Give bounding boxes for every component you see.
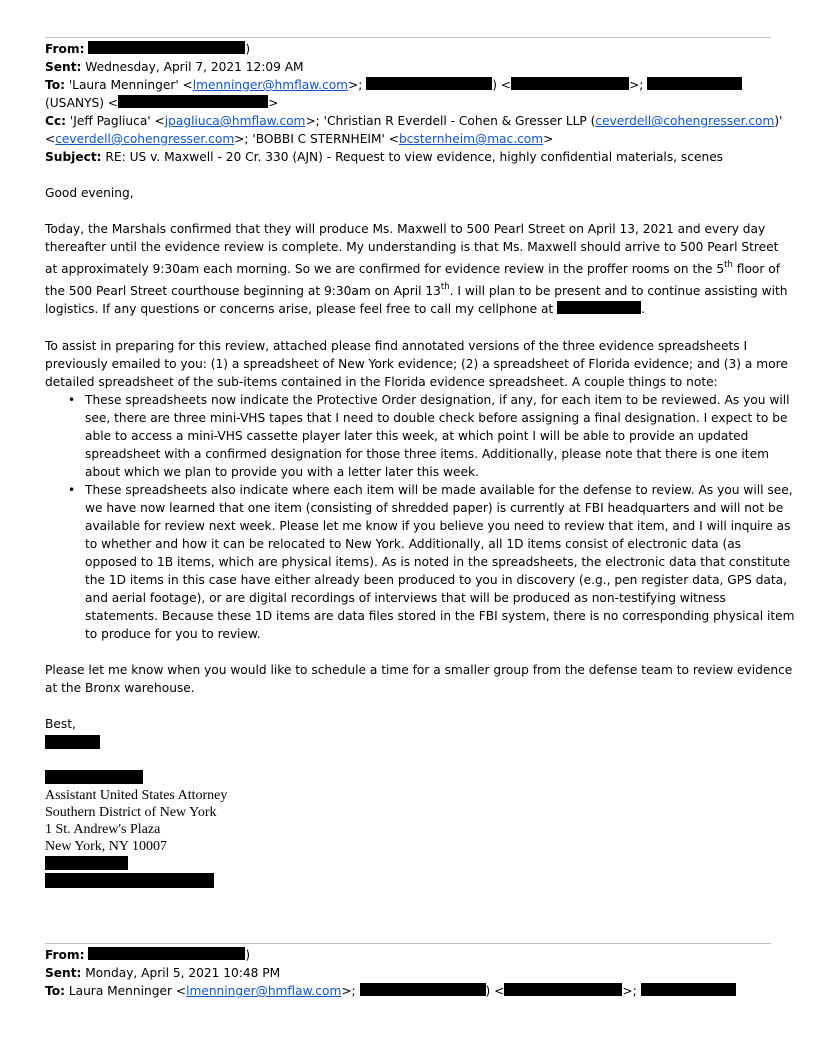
signature-address-1: 1 St. Andrew's Plaza [45, 822, 161, 837]
text-line: at the Bronx warehouse. [45, 681, 195, 695]
redacted-recipient-name [647, 77, 742, 90]
cc-email-link[interactable]: jpagliuca@hmflaw.com [164, 114, 306, 128]
cc-close: > [543, 132, 554, 146]
to-name: Laura Menninger < [68, 984, 187, 998]
cc-close: )' [774, 114, 783, 128]
sent-value: Wednesday, April 7, 2021 12:09 AM [85, 60, 304, 74]
sent-line [45, 964, 280, 982]
subject-value: RE: US v. Maxwell - 20 Cr. 330 (AJN) - Request to view evidence, highly confidential materials, scenes [105, 150, 724, 164]
redacted-recipient-email [504, 983, 622, 996]
signature-title: Assistant United States Attorney [45, 788, 228, 803]
sent-label: Sent: [45, 966, 82, 980]
redacted-signature-email [45, 873, 214, 888]
list-item [65, 391, 790, 481]
redacted-phone [557, 301, 641, 314]
superscript: th [724, 260, 733, 270]
text-line: Today, the Marshals confirmed that they will produce Ms. Maxwell to 500 Pearl Street on April 13, 2021 and every day [45, 222, 766, 236]
to-name: 'Laura Menninger' < [68, 78, 193, 92]
cc-name: 'Jeff Pagliuca' < [69, 114, 165, 128]
bullet-list [65, 391, 795, 643]
redacted-recipient-name [360, 983, 486, 996]
text-line [45, 300, 773, 318]
sent-label: Sent: [45, 60, 82, 74]
redacted-sender [88, 947, 245, 960]
redacted-signature-name [45, 735, 100, 749]
text-span: floor of [732, 262, 780, 276]
text-line: the 1D items in this case have either already been produced to you in discovery (e.g., pen register data, GPS data, [85, 573, 788, 587]
text-line: and aerial footage), or are digital recordings of interviews that will be produced as non-testifying witness [85, 591, 726, 605]
text-line: statements. Because these 1D items are data files stored in the FBI system, there is no corresponding physical item [85, 609, 795, 623]
text-line [45, 282, 788, 300]
text-span: at approximately 9:30am each morning. So we are confirmed for evidence review in the proffer rooms on the 5 [45, 262, 725, 276]
from-suffix: ) [245, 42, 251, 56]
text-line: thereafter until the evidence review is complete. My understanding is that Ms. Maxwell should arrive to 500 Pearl Street [45, 240, 779, 254]
to-separator: >; [629, 78, 648, 92]
redacted-recipient-name [366, 77, 492, 90]
text-line: detailed spreadsheet of the sub-items contained in the Florida evidence spreadsheet. A couple things to note: [45, 375, 718, 389]
from-suffix: ) [245, 948, 251, 962]
to-separator: ) < [492, 78, 512, 92]
to-close: > [268, 96, 279, 110]
header-divider [45, 943, 771, 944]
to-line-continued [45, 94, 278, 112]
text-span: the 500 Pearl Street courthouse beginning at 9:30am on April 13 [45, 284, 441, 298]
from-line [45, 40, 250, 58]
to-separator: >; [341, 984, 360, 998]
cc-line [45, 112, 782, 130]
text-line: These spreadsheets also indicate where each item will be made available for the defense to review. As you will see, [85, 483, 793, 497]
text-line: to whether and how it can be relocated to New York. Additionally, all 1D items consist of electronic data (as [85, 537, 742, 551]
redacted-sender [88, 41, 245, 54]
cc-name: >; 'BOBBI C STERNHEIM' < [234, 132, 399, 146]
to-line [45, 76, 742, 94]
cc-label: Cc: [45, 114, 67, 128]
signature-address-2: New York, NY 10007 [45, 839, 167, 854]
from-label: From: [45, 948, 85, 962]
bullet-icon: • [68, 483, 76, 497]
redacted-signature-fullname [45, 770, 143, 784]
text-line: available for review next week. Please let me know if you believe you need to review that item, and I will inquire as [85, 519, 791, 533]
to-label: To: [45, 984, 65, 998]
to-email-link[interactable]: lmenninger@hmflaw.com [192, 78, 349, 92]
text-line: about which we plan to provide you with a letter later this week. [85, 465, 479, 479]
body-paragraph-1 [45, 220, 788, 318]
text-line: to produce for you to review. [85, 627, 261, 641]
bullet-icon: • [68, 393, 76, 407]
sent-line [45, 58, 304, 76]
to-label: To: [45, 78, 65, 92]
cc-email-link[interactable]: ceverdell@cohengresser.com [55, 132, 235, 146]
superscript: th [440, 282, 450, 292]
redacted-recipient-email [118, 95, 268, 108]
text-line: see, there are three mini-VHS tapes that I need to double check before assigning a final designation. I expect to be [85, 411, 788, 425]
signature-office: Southern District of New York [45, 805, 217, 820]
to-line [45, 982, 736, 1000]
text-line: we have now learned that one item (consisting of shredded paper) is currently at FBI headquarters and will not be [85, 501, 784, 515]
text-line: previously emailed to you: (1) a spreadsheet of New York evidence; (2) a spreadsheet of Florida evidence; and (3) a more [45, 357, 788, 371]
text-span: . I will plan to be present and to continue assisting with [449, 284, 788, 298]
text-line [45, 260, 780, 278]
to-separator: >; [348, 78, 367, 92]
text-line: opposed to 1B items, which are physical items). As is noted in the spreadsheets, the electronic data that constitute [85, 555, 791, 569]
redacted-recipient-name [641, 983, 736, 996]
text-line: Please let me know when you would like to schedule a time for a smaller group from the defense team to review evidence [45, 663, 793, 677]
cc-open: < [45, 132, 56, 146]
sent-value: Monday, April 5, 2021 10:48 PM [85, 966, 281, 980]
subject-label: Subject: [45, 150, 102, 164]
text-line: able to access a mini-VHS cassette player later this week, at which point I will be able to provide an updated [85, 429, 749, 443]
text-line: spreadsheet with a confirmed designation for those three items. Additionally, please note that there is one item [85, 447, 769, 461]
text-line: These spreadsheets now indicate the Protective Order designation, if any, for each item to be reviewed. As you will [85, 393, 790, 407]
cc-line-continued [45, 130, 553, 148]
body-paragraph-3 [45, 661, 793, 697]
cc-name: >; 'Christian R Everdell - Cohen & Gresser LLP ( [305, 114, 596, 128]
text-span: logistics. If any questions or concerns arise, please feel free to call my cellphone at [45, 302, 558, 316]
cc-email-link[interactable]: bcsternheim@mac.com [398, 132, 544, 146]
redacted-signature-phone [45, 856, 128, 870]
list-item [65, 481, 795, 643]
redacted-recipient-email [511, 77, 629, 90]
body-paragraph-2 [45, 337, 788, 391]
to-separator: ) < [485, 984, 505, 998]
to-org: (USANYS) < [45, 96, 119, 110]
subject-line [45, 148, 723, 166]
cc-email-link[interactable]: ceverdell@cohengresser.com [595, 114, 775, 128]
to-separator: >; [622, 984, 641, 998]
to-email-link[interactable]: lmenninger@hmflaw.com [186, 984, 342, 998]
header-divider [45, 37, 771, 38]
from-label: From: [45, 42, 85, 56]
from-line [45, 946, 250, 964]
greeting: Good evening, [45, 186, 134, 200]
closing: Best, [45, 717, 76, 731]
text-span: . [641, 302, 645, 316]
text-line: To assist in preparing for this review, attached please find annotated versions of the three evidence spreadsheets I [45, 339, 748, 353]
